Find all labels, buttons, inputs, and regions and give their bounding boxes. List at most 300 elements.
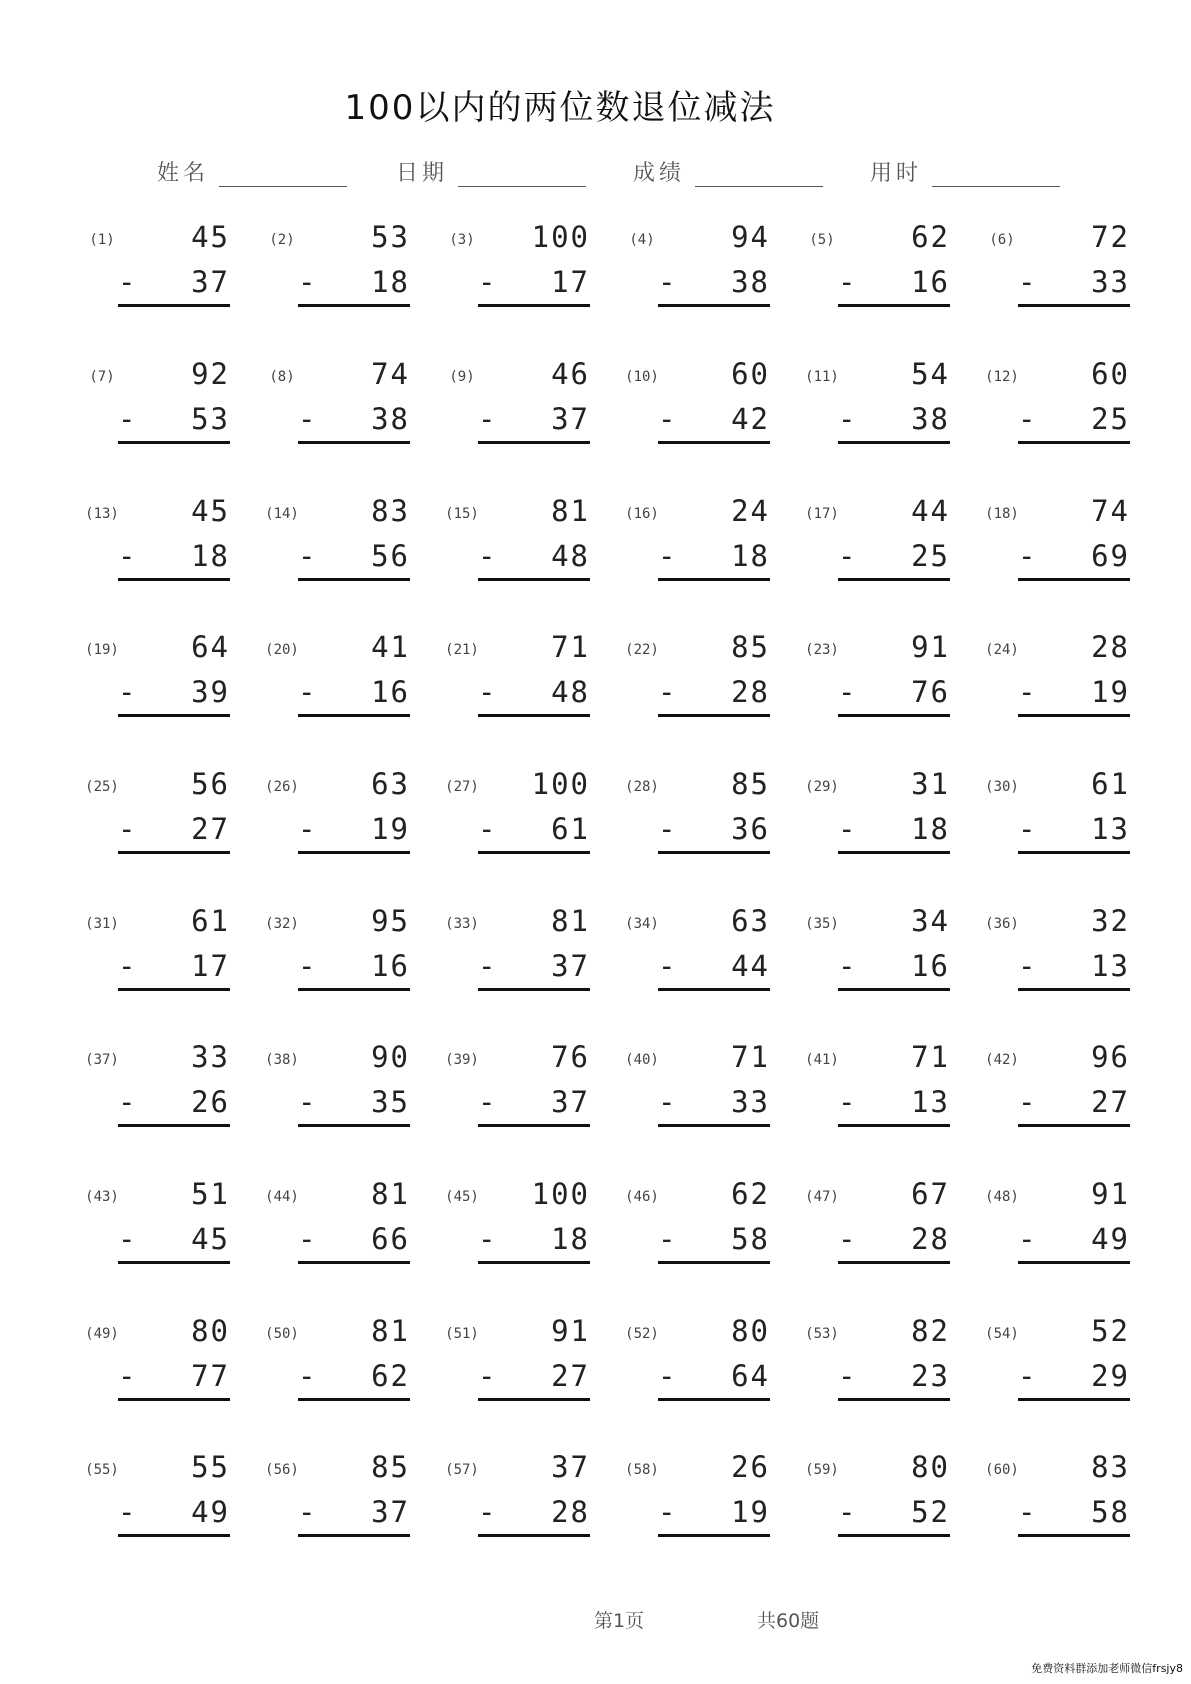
- minus-sign: -: [478, 1495, 496, 1529]
- problem-number: (11): [805, 369, 839, 385]
- subtrahend: 39: [191, 675, 230, 709]
- minus-sign: -: [838, 949, 856, 983]
- answer-line[interactable]: [838, 441, 950, 444]
- minuend: 63: [371, 767, 410, 801]
- problem-item: [620, 1450, 770, 1540]
- problem-number: (47): [805, 1189, 839, 1205]
- problem-item: [80, 767, 230, 857]
- problem-item: [620, 630, 770, 720]
- problem-number: (29): [805, 779, 839, 795]
- problem-item: [980, 630, 1130, 720]
- answer-line[interactable]: [118, 441, 230, 444]
- subtrahend: 27: [551, 1359, 590, 1393]
- problem-number: (28): [625, 779, 659, 795]
- minus-sign: -: [838, 1359, 856, 1393]
- problem-number: (3): [449, 232, 475, 248]
- minus-sign: -: [298, 1222, 316, 1256]
- problem-number: (52): [625, 1326, 659, 1342]
- problem-number: (31): [85, 916, 119, 932]
- minuend: 64: [191, 630, 230, 664]
- answer-line[interactable]: [658, 1261, 770, 1264]
- minuend: 92: [191, 357, 230, 391]
- answer-line[interactable]: [298, 578, 410, 581]
- answer-line[interactable]: [298, 714, 410, 717]
- minuend: 85: [731, 630, 770, 664]
- answer-line[interactable]: [118, 1398, 230, 1401]
- answer-line[interactable]: [1018, 1534, 1130, 1537]
- answer-line[interactable]: [658, 714, 770, 717]
- minus-sign: -: [838, 1495, 856, 1529]
- problem-item: [440, 1450, 590, 1540]
- subtrahend: 18: [551, 1222, 590, 1256]
- minuend: 81: [551, 494, 590, 528]
- minuend: 91: [911, 630, 950, 664]
- answer-line[interactable]: [118, 1261, 230, 1264]
- problem-item: [260, 1314, 410, 1404]
- subtrahend: 56: [371, 539, 410, 573]
- minuend: 81: [371, 1314, 410, 1348]
- minuend: 55: [191, 1450, 230, 1484]
- answer-line[interactable]: [838, 304, 950, 307]
- answer-line[interactable]: [298, 1398, 410, 1401]
- minus-sign: -: [118, 265, 136, 299]
- subtrahend: 49: [191, 1495, 230, 1529]
- answer-line[interactable]: [478, 714, 590, 717]
- minuend: 45: [191, 494, 230, 528]
- problem-number: (14): [265, 506, 299, 522]
- problem-number: (35): [805, 916, 839, 932]
- answer-line[interactable]: [478, 578, 590, 581]
- problem-number: (34): [625, 916, 659, 932]
- minuend: 80: [731, 1314, 770, 1348]
- problem-number: (39): [445, 1052, 479, 1068]
- problem-number: (20): [265, 642, 299, 658]
- subtrahend: 48: [551, 675, 590, 709]
- subtrahend: 45: [191, 1222, 230, 1256]
- minus-sign: -: [298, 402, 316, 436]
- subtrahend: 53: [191, 402, 230, 436]
- minus-sign: -: [478, 265, 496, 299]
- minus-sign: -: [118, 812, 136, 846]
- answer-line[interactable]: [478, 1261, 590, 1264]
- problem-number: (22): [625, 642, 659, 658]
- minus-sign: -: [838, 1085, 856, 1119]
- minuend: 85: [371, 1450, 410, 1484]
- answer-line[interactable]: [298, 988, 410, 991]
- subtrahend: 37: [371, 1495, 410, 1529]
- minuend: 61: [1091, 767, 1130, 801]
- minuend: 44: [911, 494, 950, 528]
- minuend: 62: [911, 220, 950, 254]
- answer-line[interactable]: [838, 1124, 950, 1127]
- answer-line[interactable]: [838, 988, 950, 991]
- problem-item: [440, 767, 590, 857]
- problem-number: (2): [269, 232, 295, 248]
- subtrahend: 36: [731, 812, 770, 846]
- problem-item: [800, 357, 950, 447]
- subtrahend: 37: [551, 949, 590, 983]
- answer-line[interactable]: [118, 304, 230, 307]
- minus-sign: -: [658, 1359, 676, 1393]
- minuend: 100: [531, 767, 590, 801]
- minuend: 41: [371, 630, 410, 664]
- minuend: 33: [191, 1040, 230, 1074]
- problem-number: (15): [445, 506, 479, 522]
- minuend: 85: [731, 767, 770, 801]
- minus-sign: -: [118, 1222, 136, 1256]
- answer-line[interactable]: [118, 988, 230, 991]
- answer-line[interactable]: [838, 578, 950, 581]
- problem-item: [440, 357, 590, 447]
- answer-line[interactable]: [478, 304, 590, 307]
- problem-item: [980, 767, 1130, 857]
- answer-line[interactable]: [1018, 851, 1130, 854]
- minus-sign: -: [118, 1085, 136, 1119]
- minuend: 100: [531, 220, 590, 254]
- problem-item: [800, 630, 950, 720]
- minus-sign: -: [1018, 1359, 1036, 1393]
- problem-number: (36): [985, 916, 1019, 932]
- subtrahend: 62: [371, 1359, 410, 1393]
- subtrahend: 48: [551, 539, 590, 573]
- minus-sign: -: [658, 949, 676, 983]
- problem-item: [80, 1314, 230, 1404]
- subtrahend: 16: [371, 949, 410, 983]
- problem-item: [620, 357, 770, 447]
- problem-number: (51): [445, 1326, 479, 1342]
- answer-line[interactable]: [298, 1534, 410, 1537]
- minus-sign: -: [118, 949, 136, 983]
- problem-number: (59): [805, 1462, 839, 1478]
- answer-line[interactable]: [658, 1398, 770, 1401]
- answer-line[interactable]: [298, 304, 410, 307]
- minus-sign: -: [1018, 1085, 1036, 1119]
- problem-number: (9): [449, 369, 475, 385]
- problem-item: [440, 1314, 590, 1404]
- problem-number: (41): [805, 1052, 839, 1068]
- problem-number: (16): [625, 506, 659, 522]
- minus-sign: -: [658, 539, 676, 573]
- subtrahend: 25: [911, 539, 950, 573]
- minus-sign: -: [1018, 675, 1036, 709]
- minus-sign: -: [838, 265, 856, 299]
- problem-item: [800, 220, 950, 310]
- problem-item: [800, 1314, 950, 1404]
- problem-number: (30): [985, 779, 1019, 795]
- answer-line[interactable]: [478, 988, 590, 991]
- answer-line[interactable]: [658, 578, 770, 581]
- problem-number: (54): [985, 1326, 1019, 1342]
- problem-item: [800, 767, 950, 857]
- problem-number: (10): [625, 369, 659, 385]
- subtrahend: 61: [551, 812, 590, 846]
- minus-sign: -: [838, 402, 856, 436]
- answer-line[interactable]: [298, 851, 410, 854]
- answer-line[interactable]: [298, 441, 410, 444]
- minuend: 91: [551, 1314, 590, 1348]
- answer-line[interactable]: [118, 1534, 230, 1537]
- problem-item: [980, 1177, 1130, 1267]
- subtrahend: 37: [551, 1085, 590, 1119]
- subtrahend: 37: [551, 402, 590, 436]
- subtrahend: 33: [1091, 265, 1130, 299]
- problem-number: (42): [985, 1052, 1019, 1068]
- problem-number: (58): [625, 1462, 659, 1478]
- answer-line[interactable]: [118, 851, 230, 854]
- answer-line[interactable]: [1018, 304, 1130, 307]
- problem-item: [980, 494, 1130, 584]
- minuend: 45: [191, 220, 230, 254]
- problem-item: [80, 630, 230, 720]
- problem-item: [980, 357, 1130, 447]
- answer-line[interactable]: [478, 1534, 590, 1537]
- answer-line[interactable]: [118, 1124, 230, 1127]
- minus-sign: -: [118, 539, 136, 573]
- answer-line[interactable]: [298, 1261, 410, 1264]
- problem-number: (13): [85, 506, 119, 522]
- answer-line[interactable]: [658, 851, 770, 854]
- subtrahend: 52: [911, 1495, 950, 1529]
- minus-sign: -: [478, 675, 496, 709]
- subtrahend: 23: [911, 1359, 950, 1393]
- subtrahend: 13: [911, 1085, 950, 1119]
- subtrahend: 42: [731, 402, 770, 436]
- answer-line[interactable]: [1018, 1398, 1130, 1401]
- problem-item: [80, 1177, 230, 1267]
- answer-line[interactable]: [658, 1124, 770, 1127]
- answer-line[interactable]: [118, 714, 230, 717]
- problem-item: [620, 1177, 770, 1267]
- subtrahend: 27: [1091, 1085, 1130, 1119]
- problem-number: (53): [805, 1326, 839, 1342]
- answer-line[interactable]: [1018, 441, 1130, 444]
- problem-item: [800, 1040, 950, 1130]
- minuend: 54: [911, 357, 950, 391]
- problem-item: [440, 494, 590, 584]
- subtrahend: 58: [731, 1222, 770, 1256]
- problem-item: [260, 630, 410, 720]
- problem-item: [440, 1177, 590, 1267]
- minus-sign: -: [1018, 1495, 1036, 1529]
- answer-line[interactable]: [1018, 714, 1130, 717]
- problem-number: (49): [85, 1326, 119, 1342]
- answer-line[interactable]: [1018, 578, 1130, 581]
- problem-item: [800, 494, 950, 584]
- subtrahend: 18: [731, 539, 770, 573]
- problem-item: [80, 220, 230, 310]
- minus-sign: -: [478, 949, 496, 983]
- subtrahend: 16: [911, 265, 950, 299]
- minuend: 31: [911, 767, 950, 801]
- subtrahend: 18: [191, 539, 230, 573]
- problem-number: (46): [625, 1189, 659, 1205]
- minuend: 61: [191, 904, 230, 938]
- answer-line[interactable]: [1018, 1124, 1130, 1127]
- minus-sign: -: [478, 402, 496, 436]
- minus-sign: -: [118, 402, 136, 436]
- problem-item: [980, 904, 1130, 994]
- minuend: 81: [371, 1177, 410, 1211]
- problem-item: [800, 904, 950, 994]
- minus-sign: -: [118, 675, 136, 709]
- problem-item: [260, 494, 410, 584]
- minus-sign: -: [298, 675, 316, 709]
- minus-sign: -: [658, 812, 676, 846]
- subtrahend: 19: [731, 1495, 770, 1529]
- problem-item: [620, 767, 770, 857]
- answer-line[interactable]: [298, 1124, 410, 1127]
- problem-item: [260, 904, 410, 994]
- minuend: 60: [1091, 357, 1130, 391]
- minuend: 37: [551, 1450, 590, 1484]
- minus-sign: -: [658, 1222, 676, 1256]
- minus-sign: -: [1018, 812, 1036, 846]
- minus-sign: -: [478, 1085, 496, 1119]
- problem-item: [260, 767, 410, 857]
- problem-number: (12): [985, 369, 1019, 385]
- problem-number: (5): [809, 232, 835, 248]
- problem-number: (17): [805, 506, 839, 522]
- problem-number: (4): [629, 232, 655, 248]
- problem-number: (40): [625, 1052, 659, 1068]
- minus-sign: -: [838, 675, 856, 709]
- answer-line[interactable]: [118, 578, 230, 581]
- answer-line[interactable]: [478, 1124, 590, 1127]
- minuend: 71: [731, 1040, 770, 1074]
- minuend: 71: [911, 1040, 950, 1074]
- subtrahend: 16: [911, 949, 950, 983]
- problem-item: [440, 630, 590, 720]
- subtrahend: 64: [731, 1359, 770, 1393]
- problem-number: (45): [445, 1189, 479, 1205]
- answer-line[interactable]: [838, 1398, 950, 1401]
- answer-line[interactable]: [478, 851, 590, 854]
- minus-sign: -: [838, 539, 856, 573]
- minus-sign: -: [838, 1222, 856, 1256]
- minuend: 26: [731, 1450, 770, 1484]
- subtrahend: 49: [1091, 1222, 1130, 1256]
- minuend: 52: [1091, 1314, 1130, 1348]
- minuend: 91: [1091, 1177, 1130, 1211]
- answer-line[interactable]: [838, 1261, 950, 1264]
- subtrahend: 18: [911, 812, 950, 846]
- subtrahend: 18: [371, 265, 410, 299]
- problem-number: (55): [85, 1462, 119, 1478]
- minuend: 80: [191, 1314, 230, 1348]
- minuend: 34: [911, 904, 950, 938]
- minus-sign: -: [1018, 1222, 1036, 1256]
- name-label: 姓名: [157, 161, 210, 186]
- subtrahend: 13: [1091, 949, 1130, 983]
- answer-line[interactable]: [838, 851, 950, 854]
- subtrahend: 44: [731, 949, 770, 983]
- problem-item: [80, 1450, 230, 1540]
- problem-number: (24): [985, 642, 1019, 658]
- problem-number: (60): [985, 1462, 1019, 1478]
- minuend: 71: [551, 630, 590, 664]
- problem-item: [260, 1177, 410, 1267]
- minuend: 51: [191, 1177, 230, 1211]
- minuend: 100: [531, 1177, 590, 1211]
- problem-number: (8): [269, 369, 295, 385]
- problem-item: [620, 1040, 770, 1130]
- score-label: 成绩: [633, 161, 686, 186]
- minus-sign: -: [478, 812, 496, 846]
- subtrahend: 17: [191, 949, 230, 983]
- problem-number: (23): [805, 642, 839, 658]
- minus-sign: -: [1018, 402, 1036, 436]
- answer-line[interactable]: [658, 1534, 770, 1537]
- minus-sign: -: [1018, 539, 1036, 573]
- minuend: 46: [551, 357, 590, 391]
- problem-item: [440, 1040, 590, 1130]
- problem-item: [260, 1450, 410, 1540]
- minus-sign: -: [298, 949, 316, 983]
- problem-item: [980, 1450, 1130, 1540]
- answer-line[interactable]: [1018, 988, 1130, 991]
- minuend: 80: [911, 1450, 950, 1484]
- problem-number: (44): [265, 1189, 299, 1205]
- subtrahend: 35: [371, 1085, 410, 1119]
- answer-line[interactable]: [1018, 1261, 1130, 1264]
- answer-line[interactable]: [658, 441, 770, 444]
- subtrahend: 33: [731, 1085, 770, 1119]
- minuend: 83: [371, 494, 410, 528]
- minuend: 56: [191, 767, 230, 801]
- minuend: 81: [551, 904, 590, 938]
- minuend: 62: [731, 1177, 770, 1211]
- minus-sign: -: [478, 1359, 496, 1393]
- answer-line[interactable]: [838, 1534, 950, 1537]
- problem-item: [620, 1314, 770, 1404]
- problem-number: (18): [985, 506, 1019, 522]
- minus-sign: -: [658, 1085, 676, 1119]
- answer-line[interactable]: [658, 304, 770, 307]
- problem-number: (32): [265, 916, 299, 932]
- time-label: 用时: [870, 161, 923, 186]
- minus-sign: -: [658, 402, 676, 436]
- answer-line[interactable]: [658, 988, 770, 991]
- problem-item: [620, 904, 770, 994]
- subtrahend: 37: [191, 265, 230, 299]
- problem-number: (38): [265, 1052, 299, 1068]
- subtrahend: 28: [731, 675, 770, 709]
- subtrahend: 13: [1091, 812, 1130, 846]
- minuend: 94: [731, 220, 770, 254]
- problem-number: (37): [85, 1052, 119, 1068]
- subtrahend: 19: [371, 812, 410, 846]
- problem-item: [980, 1040, 1130, 1130]
- minus-sign: -: [478, 1222, 496, 1256]
- minuend: 82: [911, 1314, 950, 1348]
- subtrahend: 38: [731, 265, 770, 299]
- answer-line[interactable]: [478, 1398, 590, 1401]
- minus-sign: -: [118, 1495, 136, 1529]
- subtrahend: 28: [551, 1495, 590, 1529]
- minuend: 76: [551, 1040, 590, 1074]
- subtrahend: 69: [1091, 539, 1130, 573]
- problem-item: [800, 1177, 950, 1267]
- minus-sign: -: [658, 265, 676, 299]
- problem-item: [260, 220, 410, 310]
- minuend: 53: [371, 220, 410, 254]
- answer-line[interactable]: [838, 714, 950, 717]
- subtrahend: 19: [1091, 675, 1130, 709]
- subtrahend: 27: [191, 812, 230, 846]
- minuend: 74: [371, 357, 410, 391]
- problem-item: [980, 1314, 1130, 1404]
- answer-line[interactable]: [478, 441, 590, 444]
